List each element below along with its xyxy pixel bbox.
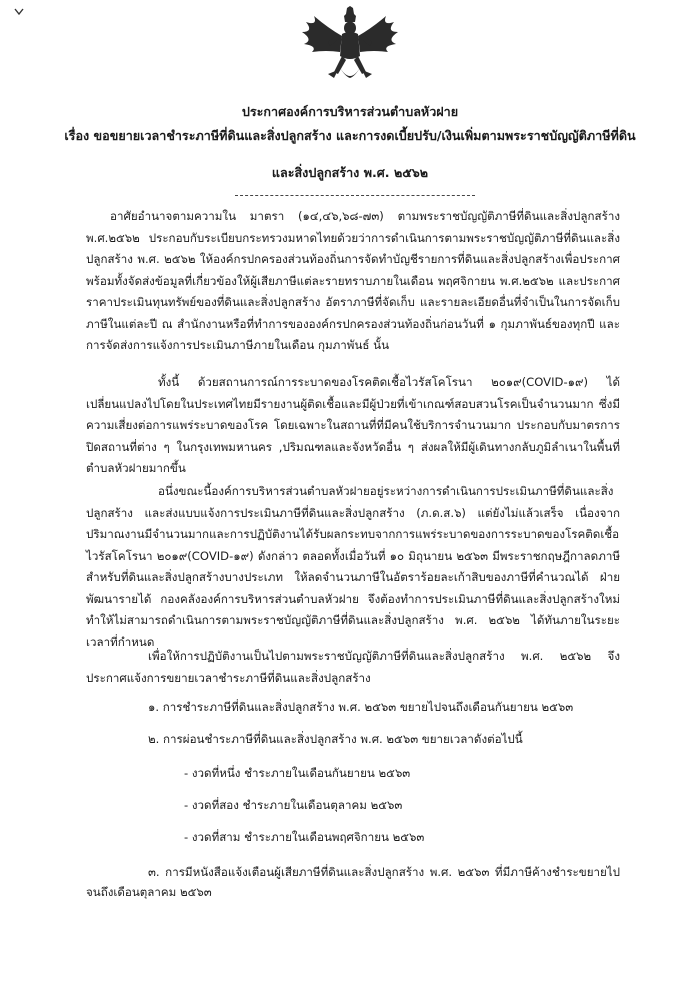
paragraph-announcement: เพื่อให้การปฏิบัติงานเป็นไปตามพระราชบัญญัติภาษีที่ดินและสิ่งปลูกสร้าง พ.ศ. ๒๕๖๒ จึงประกาศแจ้งการขยายเวลาชำระภาษีที่ดินและสิ่งปลูกสร้าง [86,649,620,685]
announcement-title: ประกาศองค์การบริหารส่วนตำบลหัวฝาย [241,104,459,119]
paragraph-legal-basis: อาศัยอำนาจตามความใน มาตรา (๑๔,๔๖,๖๘-๗๓) ตามพระราชบัญญัติภาษีที่ดินและสิ่งปลูกสร้าง พ.ศ.๒๕๖๒ ประกอบกับระเบียบกระทรวงมหาดไทยด้วยว่าการดำเนินการตามพระราชบัญญัติภาษีที่ดินและสิ่งปลูกสร้าง พ.ศ. ๒๕๖๒ ให้องค์กรปกครองส่วนท้องถิ่นการจัดทำบัญชีรายการที่ดินและสิ่งปลูกสร้างเพื่อประกาศพร้อมทั้งจัดส่งข้อมูลที่เกี่ยวข้องให้ผู้เสียภาษีแต่ละรายทราบภายในเดือน พฤศจิกายน พ.ศ.๒๕๖๒ และประกาศราคาประเมินทุนทรัพย์ของที่ดินและสิ่งปลูกสร้าง อัตราภาษีที่จัดเก็บ และรายละเอียดอื่นที่จำเป็นในการจัดเก็บภาษีในแต่ละปี ณ สำนักงานหรือที่ทำการขององค์กรปกครองส่วนท้องถิ่นก่อนวันที่ ๑ กุมภาพันธ์ของทุกปี และการจัดส่งการแจ้งการประเมินภาษีภายในเดือน กุมภาพันธ์ นั้น [86,209,620,352]
paragraph-assessment-status: อนึ่งขณะนี้องค์การบริหารส่วนตำบลหัวฝายอยู่ระหว่างการดำเนินการประเมินภาษีที่ดินและสิ่งปลูกสร้าง และส่งแบบแจ้งการประเมินภาษีที่ดินและสิ่งปลูกสร้าง (ภ.ด.ส.๖) แต่ยังไม่แล้วเสร็จ เนื่องจากปริมาณงานมีจำนวนมากและการปฏิบัติงานได้รับผลกระทบจากการแพร่ระบาดของการระบาดของโรคติดเชื้อไวรัสโคโรนา ๒๐๑๙(COVID-๑๙) ดังกล่าว ตลอดทั้งเมื่อวันที่ ๑๐ มิถุนายน ๒๕๖๓ มีพระราชกฤษฎีกาลดภาษีสำหรับที่ดินและสิ่งปลูกสร้างบางประเภท ให้ลดจำนวนภาษีในอัตราร้อยละเก้าสิบของภาษีที่คำนวณได้ ฝ่ายพัฒนารายได้ กองคลังองค์การบริหารส่วนตำบลหัวฝาย จึงต้องทำการประเมินภาษีที่ดินและสิ่งปลูกสร้างใหม่ ทำให้ไม่สามารถดำเนินการตามพระราชบัญญัติภาษีที่ดินและสิ่งปลูกสร้าง พ.ศ. ๒๕๖๒ ได้ทันภายในระยะเวลาที่กำหนด [86,484,620,649]
paragraph-covid-situation: ทั้งนี้ ด้วยสถานการณ์การระบาดของโรคติดเชื้อไวรัสโคโรนา ๒๐๑๙(COVID-๑๙) ได้เปลี่ยนแปลงไปโดยในประเทศไทยมีรายงานผู้ติดเชื้อและมีผู้ป่วยที่เข้าเกณฑ์สอบสวนโรคเป็นจำนวนมาก ซึ่งมีความเสี่ยงต่อการแพร่ระบาดของโรค โดยเฉพาะในสถานที่ที่มีคนใช้บริการจำนวนมาก ประกอบกับมาตรการปิดสถานที่ต่าง ๆ ในกรุงเทพมหานคร ,ปริมณฑลและจังหวัดอื่น ๆ ส่งผลให้มีผู้เดินทางกลับภูมิลำเนาในพื้นที่ตำบลหัวฝายมากขึ้น [86,375,620,475]
garuda-emblem-icon [298,6,402,88]
announcement-subject: เรื่อง ขอขยายเวลาชำระภาษีที่ดินและสิ่งปลูกสร้าง และการงดเบี้ยปรับ/เงินเพิ่มตามพระราชบัญญัติภาษีที่ดิน [64,128,636,143]
sub-item-installment-2: - งวดที่สอง ชำระภายในเดือนตุลาคม ๒๕๖๓ [184,798,403,812]
list-item-installment: ๒. การผ่อนชำระภาษีที่ดินและสิ่งปลูกสร้าง พ.ศ. ๒๕๖๓ ขยายเวลาดังต่อไปนี้ [148,732,523,746]
list-item-payment-extension: ๑. การชำระภาษีที่ดินและสิ่งปลูกสร้าง พ.ศ. ๒๕๖๓ ขยายไปจนถึงเดือนกันยายน ๒๕๖๓ [148,700,574,714]
announcement-subject-cont: และสิ่งปลูกสร้าง พ.ศ. ๒๕๖๒ [271,165,429,180]
title-divider [235,195,475,196]
scan-mark-icon [14,8,24,16]
sub-item-installment-3: - งวดที่สาม ชำระภายในเดือนพฤศจิกายน ๒๕๖๓ [184,830,425,844]
list-item-reminder-notice: ๓. การมีหนังสือแจ้งเตือนผู้เสียภาษีที่ดินและสิ่งปลูกสร้าง พ.ศ. ๒๕๖๓ ที่มีภาษีค้างชำระขยายไปจนถึงเดือนตุลาคม ๒๕๖๓ [86,865,620,899]
sub-item-installment-1: - งวดที่หนึ่ง ชำระภายในเดือนกันยายน ๒๕๖๓ [184,766,411,780]
